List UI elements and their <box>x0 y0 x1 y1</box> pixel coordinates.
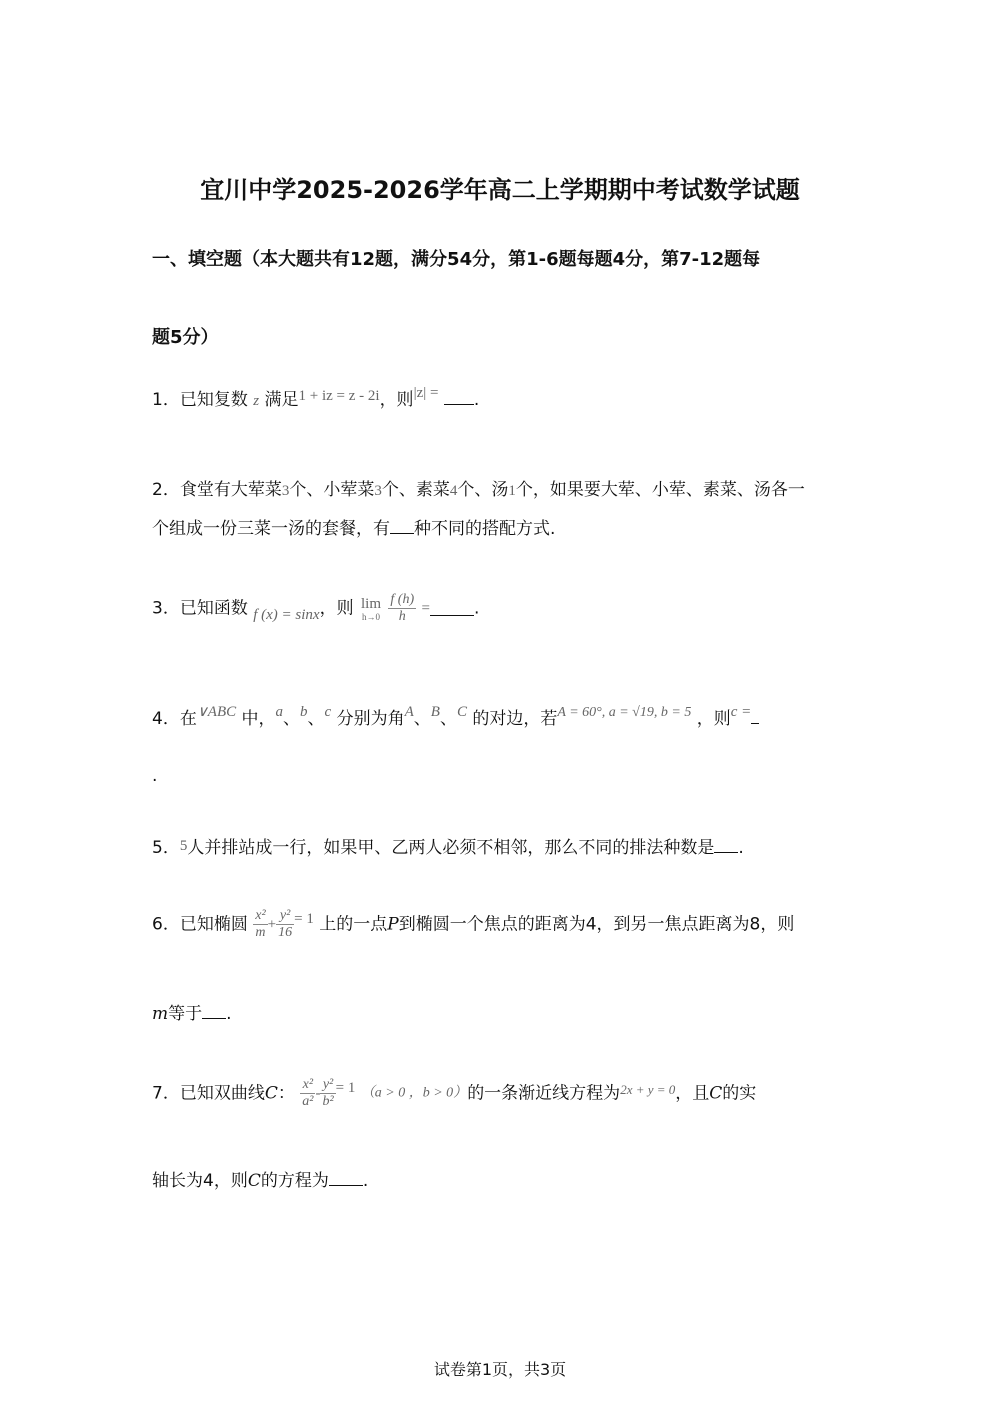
q7-line2-b: 的方程为 <box>260 1171 329 1191</box>
q7-fraction-1 <box>300 1077 315 1110</box>
q6-fraction-1-num: x² <box>255 908 266 923</box>
q6-text-1: 已知椭圆 <box>179 914 248 935</box>
question-7 <box>152 1077 756 1110</box>
q4-sep-2: 、 <box>307 709 325 729</box>
q1-text-3: ，则 <box>379 390 414 410</box>
q2-num-d: 1 <box>508 483 516 499</box>
q2-text-d: 个、汤 <box>457 480 509 500</box>
question-5 <box>152 834 744 863</box>
q4-continuation: . <box>152 766 158 786</box>
q7-line2-a: 轴长为4，则 <box>152 1171 248 1191</box>
q6-text-2: 上的一点 <box>319 914 388 935</box>
q3-equals: = <box>421 600 431 617</box>
q7-asymptote: 2x + y = 0 <box>620 1081 676 1097</box>
q4-sep-3: 、 <box>413 709 431 729</box>
q4-number: 4． <box>152 709 180 729</box>
q6-fraction-2-num: y² <box>279 908 291 923</box>
page-title: 宜川中学2025-2026学年高二上学期期中考试数学试题 <box>200 176 800 204</box>
q6-fraction-2-den: 16 <box>278 925 293 940</box>
q3-limit <box>359 596 383 622</box>
q6-fraction-2 <box>276 908 294 941</box>
section-heading-line2: 题5分） <box>152 327 219 348</box>
q7-C-3: C <box>247 1171 261 1191</box>
q3-fraction-den: h <box>388 608 416 625</box>
q4-B: B <box>430 704 440 720</box>
q1-text-1: 已知复数 <box>179 390 248 410</box>
q2-line2-a: 个组成一份三菜一汤的套餐，有 <box>152 519 390 539</box>
q6-P: P <box>387 914 399 935</box>
q7-colon: ： <box>277 1083 295 1104</box>
q4-a: a <box>275 704 284 720</box>
q7-fraction-2-num: y² <box>322 1077 334 1092</box>
q6-fraction-1 <box>253 908 267 941</box>
q5-number: 5． <box>152 838 180 858</box>
q3-function: f (x) = sinx <box>253 606 320 623</box>
q7-text-3: ，且 <box>675 1083 710 1104</box>
q4-condition: A = 60°, a = √19, b = 5 <box>557 705 692 720</box>
q1-equation: 1 + iz = z - 2i <box>298 388 380 404</box>
question-3 <box>152 592 479 625</box>
q4-A: A <box>404 704 414 720</box>
q3-lim: lim <box>361 595 382 612</box>
q6-text-3: 到椭圆一个焦点的距离为4，到另一焦点距离为8，则 <box>398 914 795 935</box>
q5-end: . <box>738 838 744 858</box>
q4-text-3: 分别为角 <box>336 709 405 729</box>
q3-fraction <box>388 592 416 625</box>
q7-text-2: 的一条渐近线方程为 <box>467 1083 621 1104</box>
q3-text-2: ，则 <box>319 598 354 619</box>
q2-text-e: 个，如果要大荤、小荤、素菜、汤各一 <box>515 480 805 500</box>
q7-fraction-1-num: x² <box>302 1077 314 1092</box>
q4-c-equals: c = <box>730 704 752 720</box>
q7-text-4: 的实 <box>722 1083 757 1104</box>
q1-number: 1． <box>152 390 180 410</box>
q2-line2-b: 种不同的搭配方式. <box>414 519 556 539</box>
q2-text-a: 食堂有大荤菜 <box>179 480 282 500</box>
q7-equals: = 1 <box>335 1079 356 1096</box>
q2-text-b: 个、小荤菜 <box>289 480 375 500</box>
section-heading-line1: 一、填空题（本大题共有12题，满分54分，第1-6题每题4分，第7-12题每 <box>152 249 761 270</box>
q6-blank[interactable] <box>202 1004 226 1019</box>
q5-text: 人并排站成一行，如果甲、乙两人必须不相邻，那么不同的排法种数是 <box>187 838 715 858</box>
q4-c: c <box>324 704 332 720</box>
q7-fraction-1-den: a² <box>302 1094 314 1109</box>
q4-text-1: 在 <box>179 709 197 729</box>
q2-num-b: 3 <box>374 483 382 499</box>
q7-minus: - <box>315 1085 321 1102</box>
q4-sep-4: 、 <box>439 709 457 729</box>
page-footer: 试卷第1页，共3页 <box>433 1360 567 1379</box>
q7-number: 7． <box>152 1083 180 1104</box>
q2-number: 2． <box>152 480 180 500</box>
q7-condition: （a > 0 ，b > 0） <box>360 1085 468 1101</box>
q5-count: 5 <box>179 838 188 854</box>
q7-text-1: 已知双曲线 <box>179 1083 265 1104</box>
q6-end: . <box>226 1004 232 1024</box>
q7-end: . <box>362 1171 369 1191</box>
q3-text-1: 已知函数 <box>179 598 248 619</box>
question-4 <box>152 705 759 735</box>
q4-text-4: 的对边，若 <box>472 709 558 729</box>
q3-number: 3． <box>152 598 180 619</box>
q1-abs: |z| = <box>413 385 439 401</box>
q4-triangle: ∨ABC <box>196 704 237 720</box>
q3-lim-sub: h→0 <box>362 611 380 622</box>
q7-C: C <box>264 1083 278 1104</box>
q6-number: 6． <box>152 914 180 935</box>
q4-sep-1: 、 <box>283 709 301 729</box>
q6-m: m <box>152 1004 169 1024</box>
q5-blank[interactable] <box>714 838 738 853</box>
q3-fraction-num: f (h) <box>390 592 415 607</box>
q7-C-2: C <box>709 1083 723 1104</box>
q6-text-4: 等于 <box>168 1004 203 1024</box>
q3-blank[interactable] <box>430 601 474 616</box>
q4-text-2: 中， <box>241 709 276 729</box>
q4-b: b <box>300 704 308 720</box>
q6-fraction-1-den: m <box>253 924 267 941</box>
q1-z: z <box>253 393 260 409</box>
q7-fraction-2 <box>320 1077 335 1110</box>
q2-num-a: 3 <box>281 483 290 499</box>
q1-text-2: 满足 <box>264 390 299 410</box>
q6-equals: = 1 <box>294 910 314 927</box>
q4-C: C <box>456 704 467 720</box>
q7-blank[interactable] <box>329 1171 363 1186</box>
q4-blank[interactable] <box>751 709 759 724</box>
q6-plus: + <box>267 916 277 933</box>
q2-text-c: 个、素菜 <box>381 480 450 500</box>
q2-blank[interactable] <box>390 519 414 534</box>
q3-end: . <box>474 598 480 619</box>
q4-text-5: ，则 <box>696 709 731 729</box>
q1-blank[interactable] <box>444 390 474 405</box>
question-2-line-1 <box>152 476 805 505</box>
q2-num-c: 4 <box>449 483 458 499</box>
q1-end: . <box>473 390 480 410</box>
question-2-line-2 <box>152 515 555 543</box>
question-6 <box>152 908 794 941</box>
question-1 <box>152 386 479 415</box>
q7-fraction-2-den: b² <box>322 1094 334 1109</box>
question-6-line-2 <box>152 1000 232 1028</box>
question-7-line-2 <box>152 1167 368 1195</box>
